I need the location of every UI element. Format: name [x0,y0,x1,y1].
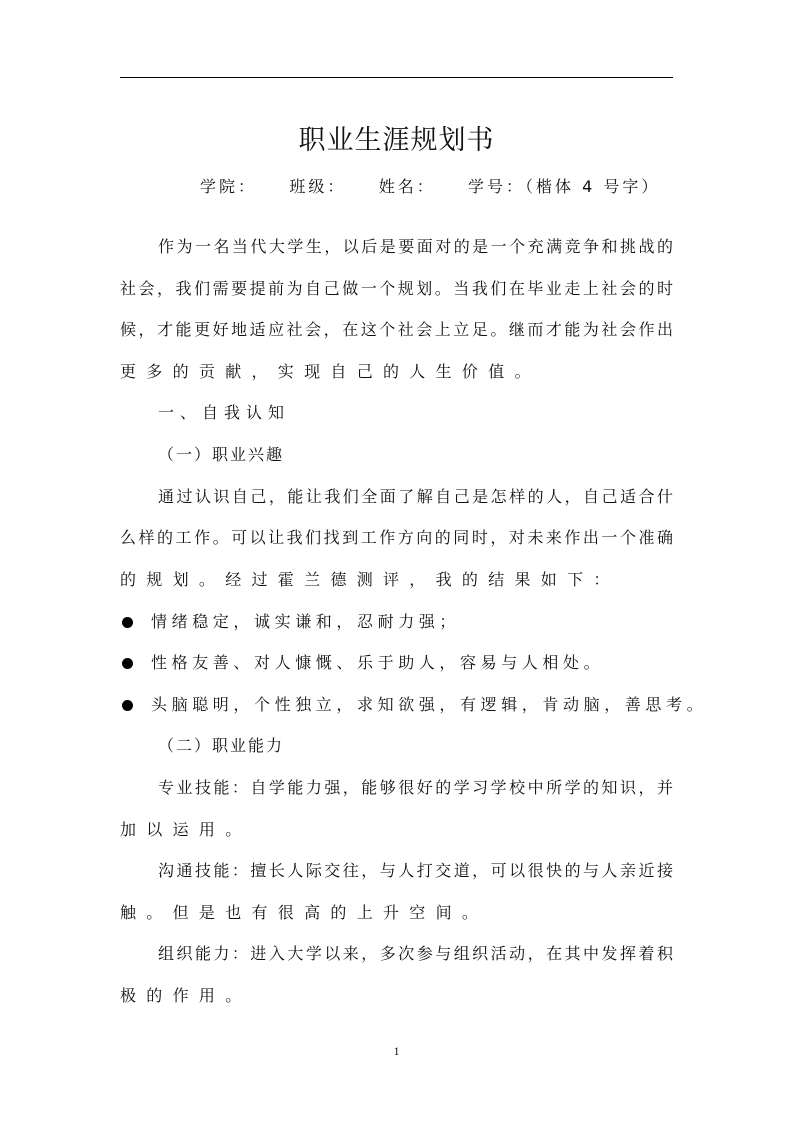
section-heading: 一、自我认知 [158,403,291,422]
page-number: 1 [393,1044,400,1058]
paragraph-line: 触。但是也有很高的上升空间。 [120,903,489,922]
paragraph-line: 专业技能：自学能力强，能够很好的学习学校中所学的知识，并 [158,778,673,797]
paragraph-line: 沟通技能：擅长人际交往，与人打交道，可以很快的与人亲近接 [158,861,673,880]
list-item: 头脑聪明，个性独立，求知欲强，有逻辑，肯动脑，善思考。 [151,695,708,714]
header-rule [120,77,673,78]
document-title: 职业生涯规划书 [298,125,495,156]
bullet-icon [122,617,133,628]
paragraph-line: 的规划。经过霍兰德测评，我的结果如下： [120,570,620,589]
paragraph-line: 更多的贡献，实现自己的人生价值。 [120,362,541,381]
bullet-icon [122,700,133,711]
list-item: 情绪稳定，诚实谦和，忍耐力强； [151,612,461,631]
paragraph-line: 作为一名当代大学生，以后是要面对的是一个充满竞争和挑战的 [158,237,673,256]
paragraph-line: 社会，我们需要提前为自己做一个规划。当我们在毕业走上社会的时 [120,279,673,298]
bullet-icon [122,658,133,669]
subsection-heading: （一）职业兴趣 [158,445,285,464]
list-item: 性格友善、对人慷慨、乐于助人，容易与人相处。 [151,653,605,672]
student-info-line: 学院： 班级： 姓名： 学号：（楷体 4 号字） [200,177,661,196]
paragraph-line: 加以运用。 [120,820,252,839]
paragraph-line: 通过认识自己，能让我们全面了解自己是怎样的人，自己适合什 [158,487,673,506]
paragraph-line: 么样的工作。可以让我们找到工作方向的同时，对未来作出一个准确 [120,528,673,547]
paragraph-line: 组织能力：进入大学以来，多次参与组织活动，在其中发挥着积 [158,944,673,963]
subsection-heading: （二）职业能力 [158,736,285,755]
paragraph-line: 候，才能更好地适应社会，在这个社会上立足。继而才能为社会作出 [120,320,673,339]
paragraph-line: 极的作用。 [120,986,252,1005]
